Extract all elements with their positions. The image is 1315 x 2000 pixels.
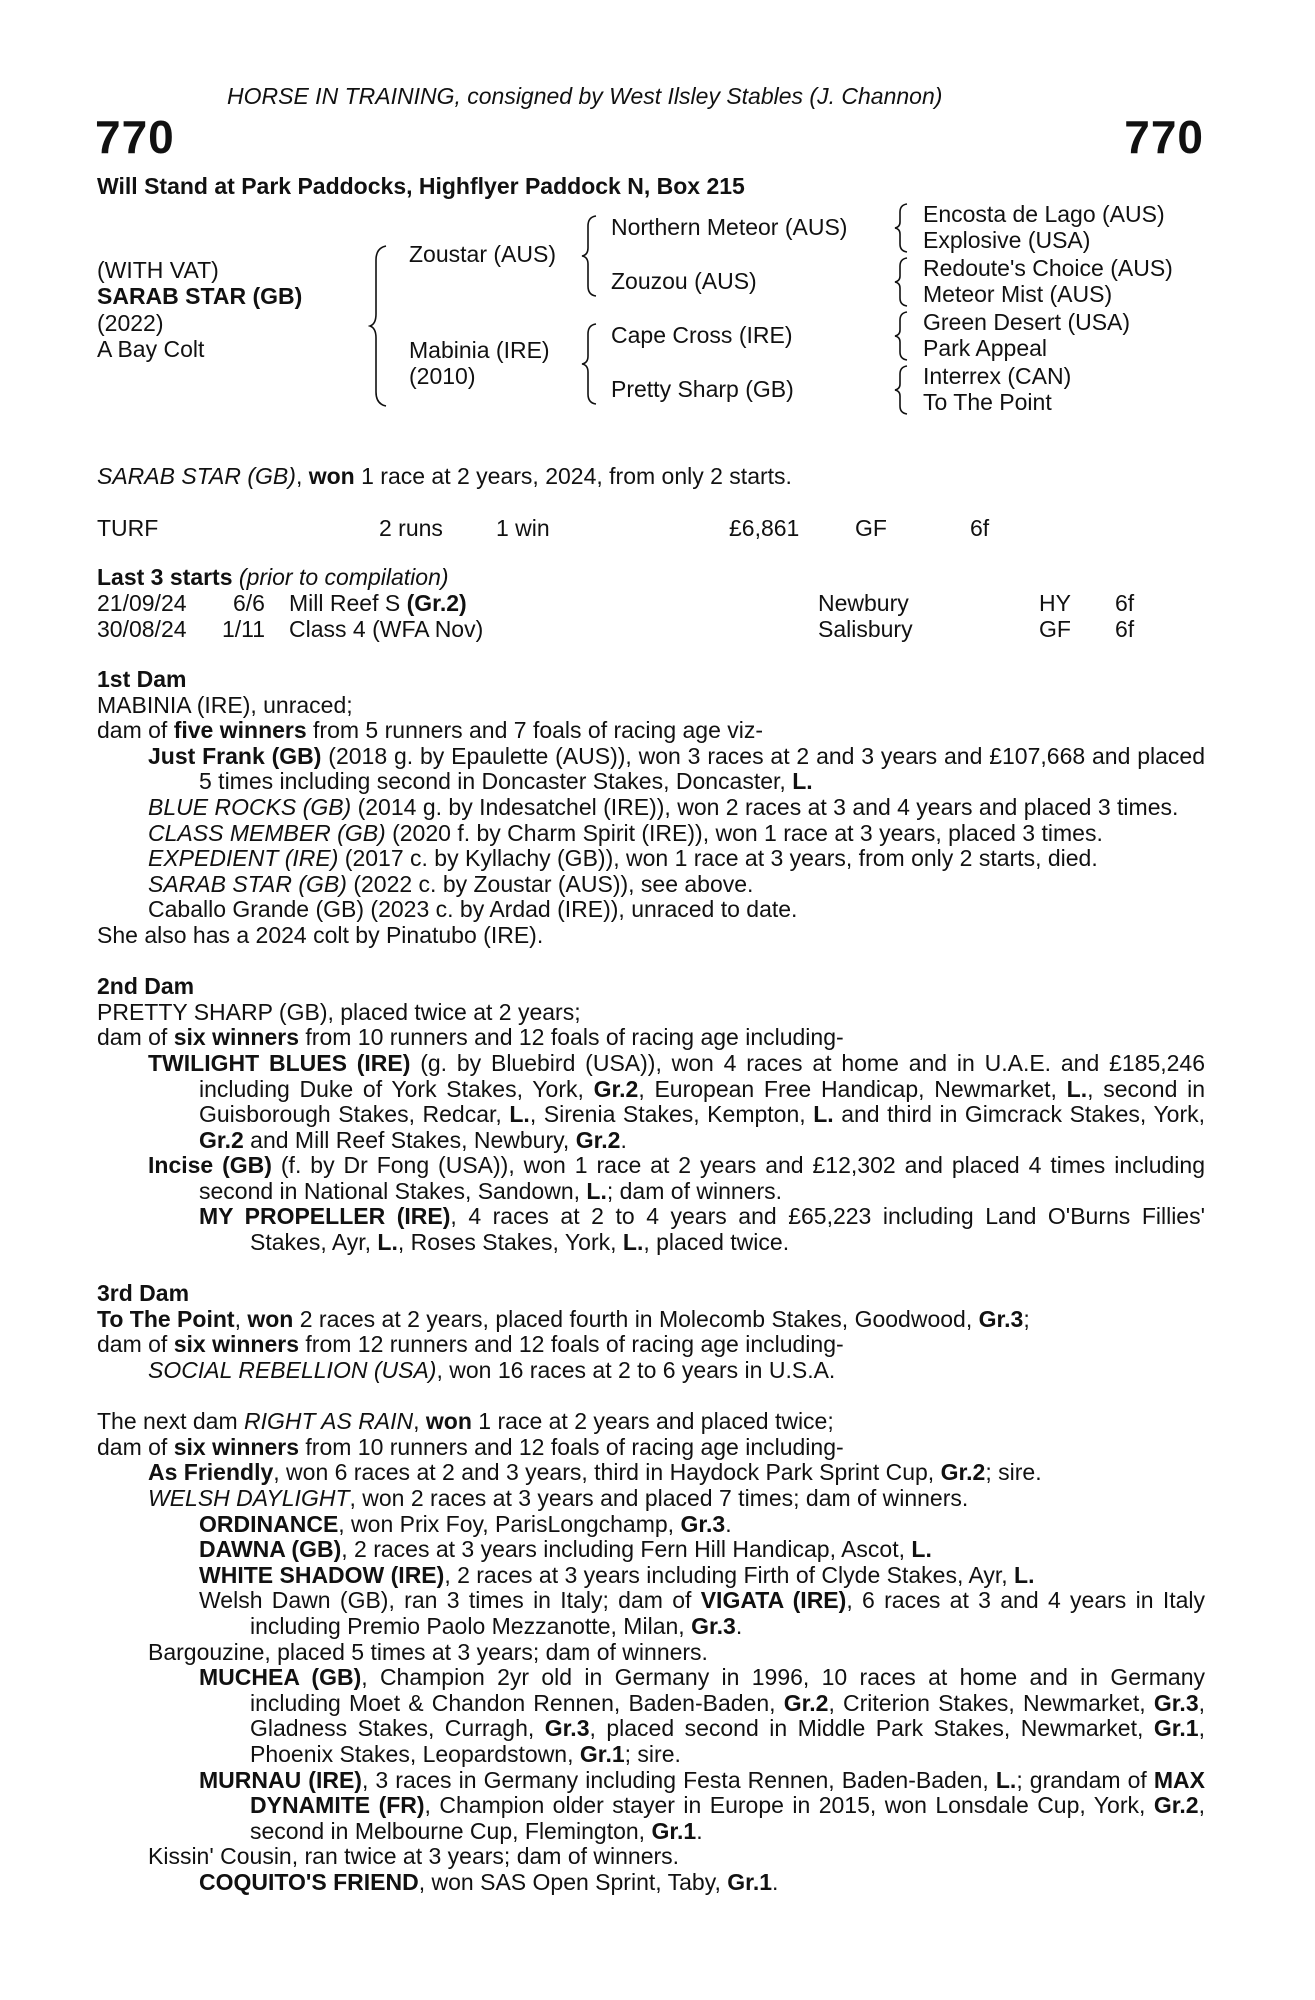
dam-year: (2010) <box>409 363 476 389</box>
progeny-entry <box>97 1768 1205 1845</box>
dam3-produce-line <box>97 1332 1205 1358</box>
text: (g. by Bluebird (USA)), won 4 races at home and in U.A.E. and £185,246 including Duke of York Stakes, York, <box>199 1049 1206 1102</box>
sire-dam-name: Zouzou (AUS) <box>611 268 757 294</box>
granddam-line-4: Meteor Mist (AUS) <box>923 281 1113 307</box>
progeny-name: EXPEDIENT (IRE) <box>148 845 339 872</box>
text: 2 races at 2 years, placed fourth in Molecomb Stakes, Goodwood, <box>293 1305 979 1332</box>
progeny-name: SOCIAL REBELLION (USA) <box>148 1357 437 1384</box>
listed-marker: L. <box>911 1536 932 1563</box>
text: , 4 races at 2 to 4 years and £65,223 including Land O'Burns Fillies' Stakes, Ayr, <box>250 1203 1205 1256</box>
winners-count: five winners <box>173 717 307 744</box>
text: , Sirenia Stakes, Kempton, <box>529 1101 814 1128</box>
listed-marker: L. <box>792 768 813 795</box>
progeny-name: SARAB STAR (GB) <box>148 870 347 897</box>
text: dam of <box>97 1433 174 1460</box>
vat-note: (WITH VAT) <box>97 257 219 283</box>
progeny-name: MUCHEA (GB) <box>199 1664 362 1691</box>
text: ; <box>1023 1305 1030 1332</box>
progeny-name: As Friendly <box>148 1459 274 1486</box>
progeny-record: , won 2 races at 3 years and placed 7 times; dam of winners. <box>349 1485 969 1511</box>
progeny-record: (2017 c. by Kyllachy (GB)), won 1 race at 3 years, from only 2 starts, died. <box>338 845 1098 872</box>
text: , European Free Handicap, Newmarket, <box>638 1075 1067 1102</box>
listed-marker: L. <box>1066 1075 1088 1102</box>
listed-marker: L. <box>995 1766 1017 1793</box>
start-race: Class 4 (WFA Nov) <box>289 616 484 642</box>
last-starts-title: Last 3 starts <box>97 564 233 590</box>
dam2-line: PRETTY SHARP (GB), placed twice at 2 years; <box>97 998 581 1025</box>
progeny-entry <box>97 1051 1205 1153</box>
start-race-grade: (Gr.2) <box>406 590 467 616</box>
start-course: Newbury <box>818 590 909 616</box>
text: The next dam <box>97 1408 245 1435</box>
text: dam of <box>97 1331 174 1358</box>
text: 1 race at 2 years and placed twice; <box>471 1408 834 1435</box>
dam-name: Mabinia (IRE) <box>409 337 550 363</box>
granddam-line-6: Park Appeal <box>923 335 1048 361</box>
lot-number-right: 770 <box>1124 111 1204 163</box>
grade-marker: Gr.1 <box>727 1868 773 1895</box>
progeny-record: (2018 g. by Epaulette (AUS)), won 3 races at 2 and 3 years and £107,668 and placed 5 times including second in Doncaster Stakes, Doncaster, <box>199 742 1205 795</box>
progeny-entry <box>97 821 1205 847</box>
start-race-name: Mill Reef S <box>289 590 407 616</box>
text: from 5 runners and 7 foals of racing age viz- <box>306 717 764 744</box>
turf-distance: 6f <box>970 515 990 541</box>
progeny-name: CLASS MEMBER (GB) <box>148 819 386 846</box>
turf-going: GF <box>855 515 887 541</box>
progeny-entry <box>97 872 1205 898</box>
progeny-name: WELSH DAYLIGHT <box>148 1485 350 1511</box>
pedigree-brace-dam <box>580 322 602 406</box>
last-starts-note: (prior to compilation) <box>238 564 449 590</box>
dam1-line: MABINIA (IRE), unraced; <box>97 691 353 718</box>
text: ; sire. <box>985 1459 1042 1486</box>
listed-marker: L. <box>509 1101 530 1128</box>
start-distance: 6f <box>1115 616 1135 642</box>
grade-marker: Gr.2 <box>940 1459 986 1486</box>
progeny-record: (2022 c. by Zoustar (AUS)), see above. <box>346 870 754 897</box>
dam3-line: To The Point, won 2 races at 2 years, placed fourth in Molecomb Stakes, Goodwood, Gr.3; <box>97 1305 1030 1332</box>
listed-marker: L. <box>377 1229 398 1256</box>
pedigree-brace-g78 <box>893 364 913 416</box>
start-distance: 6f <box>1115 590 1135 616</box>
dam1-heading: 1st Dam <box>97 666 187 692</box>
text: , Champion 2yr old in Germany in 1996, 10 races at home and in Germany including Moet & Chandon Rennen, Baden-Baden, <box>250 1664 1205 1716</box>
grade-marker: Gr.2 <box>593 1075 639 1102</box>
start-going: HY <box>1039 590 1071 616</box>
text: from 10 runners and 12 foals of racing age including- <box>299 1024 844 1051</box>
winners-count: six winners <box>173 1331 299 1358</box>
progeny-entry: Bargouzine, placed 5 times at 3 years; dam of winners. <box>148 1638 708 1665</box>
grade-marker: Gr.2 <box>783 1689 829 1716</box>
dam-name: RIGHT AS RAIN <box>244 1408 414 1435</box>
next-dam-line <box>97 1409 1205 1435</box>
progeny-name: ORDINANCE <box>199 1510 339 1537</box>
text: , placed second in Middle Park Stakes, Newmarket, <box>589 1715 1154 1742</box>
progeny-entry <box>97 1588 1205 1639</box>
progeny-entry <box>97 795 1205 821</box>
pedigree-brace-g34 <box>893 256 913 308</box>
granddam-line-1: Encosta de Lago (AUS) <box>923 201 1165 227</box>
progeny-name: BLUE ROCKS (GB) <box>148 793 352 820</box>
pedigree-brace-sire <box>580 214 602 298</box>
dam1-produce-line <box>97 718 1205 744</box>
granddam-line-3: Redoute's Choice (AUS) <box>923 255 1173 281</box>
progeny-entry <box>97 1512 1205 1538</box>
progeny-entry <box>97 1563 1205 1589</box>
horse-year: (2022) <box>97 310 164 336</box>
dam3-heading: 3rd Dam <box>97 1280 190 1307</box>
summary-rest: 1 race at 2 years, 2024, from only 2 starts. <box>354 463 792 489</box>
text: , Criterion Stakes, Newmarket, <box>828 1689 1154 1716</box>
progeny-name: COQUITO'S FRIEND <box>199 1868 419 1895</box>
start-course: Salisbury <box>818 616 913 642</box>
progeny-entry <box>97 1537 1205 1563</box>
turf-surface: TURF <box>97 515 159 541</box>
dam-sire-name: Cape Cross (IRE) <box>611 322 793 348</box>
progeny-entry: Kissin' Cousin, ran twice at 3 years; dam of winners. <box>148 1843 680 1870</box>
text: , <box>413 1408 426 1435</box>
text: , Roses Stakes, York, <box>397 1229 623 1256</box>
progeny-record: (2014 g. by Indesatchel (IRE)), won 2 races at 3 and 4 years and placed 3 times. <box>351 793 1179 820</box>
grade-marker: Gr.1 <box>579 1740 625 1767</box>
won-marker: won <box>247 1305 294 1332</box>
race-summary: SARAB STAR (GB), won 1 race at 2 years, 2024, from only 2 starts. <box>97 463 792 489</box>
pedigree-brace-g56 <box>893 310 913 362</box>
progeny-entry <box>97 846 1205 872</box>
text: , Gladness Stakes, Curragh, <box>250 1689 1206 1742</box>
text: , 6 races at 3 and 4 years in Italy including Premio Paolo Mezzanotte, Milan, <box>250 1587 1205 1639</box>
text: . <box>735 1612 743 1639</box>
progeny-entry <box>97 1486 1205 1512</box>
next-dam-produce-line <box>97 1435 1205 1461</box>
text: , 3 races in Germany including Festa Rennen, Baden-Baden, <box>361 1766 996 1793</box>
grade-marker: Gr.3 <box>978 1305 1024 1332</box>
start-race <box>289 591 467 617</box>
turf-earnings: £6,861 <box>729 515 800 541</box>
start-going: GF <box>1039 616 1071 642</box>
text: , won 6 races at 2 and 3 years, third in Haydock Park Sprint Cup, <box>273 1459 941 1486</box>
progeny-name: MURNAU (IRE) <box>199 1766 362 1793</box>
progeny-name: TWILIGHT BLUES (IRE) <box>148 1049 411 1076</box>
dam1-also-line: She also has a 2024 colt by Pinatubo (IRE). <box>97 921 544 948</box>
dam2-produce-line <box>97 1025 1205 1051</box>
text: Welsh Dawn (GB), ran 3 times in Italy; dam of <box>199 1587 701 1614</box>
progeny-entry: Caballo Grande (GB) (2023 c. by Ardad (IRE)), unraced to date. <box>148 896 798 923</box>
summary-horse-name: SARAB STAR (GB) <box>97 463 296 489</box>
text: dam of <box>97 1024 174 1051</box>
text: and Mill Reef Stakes, Newbury, <box>243 1126 576 1153</box>
turf-wins: 1 win <box>496 515 550 541</box>
progeny-entry <box>97 1153 1205 1204</box>
progeny-entry <box>97 1358 1205 1384</box>
grade-marker: Gr.1 <box>651 1817 697 1844</box>
text: , Champion older stayer in Europe in 2015, won Lonsdale Cup, York, <box>424 1792 1154 1819</box>
grade-marker: Gr.2 <box>1153 1792 1199 1819</box>
dam2-heading: 2nd Dam <box>97 973 195 1000</box>
start-position: 6/6 <box>233 590 265 616</box>
text: . <box>620 1126 627 1153</box>
horse-name: SARAB STAR (GB) <box>97 283 303 309</box>
sire-name: Zoustar (AUS) <box>409 241 556 267</box>
grade-marker: Gr.3 <box>544 1715 590 1742</box>
text: ; sire. <box>624 1740 681 1767</box>
progeny-record: , won 16 races at 2 to 6 years in U.S.A. <box>436 1357 836 1384</box>
last-starts-heading <box>97 565 449 591</box>
grade-marker: Gr.3 <box>680 1510 726 1537</box>
listed-marker: L. <box>1014 1561 1035 1588</box>
start-date: 21/09/24 <box>97 590 187 616</box>
text: from 10 runners and 12 foals of racing age including- <box>299 1433 844 1460</box>
progeny-entry <box>97 744 1205 795</box>
text: , second in Guisborough Stakes, Redcar, <box>199 1075 1205 1128</box>
text: . <box>725 1510 732 1537</box>
progeny-entry <box>97 1665 1205 1767</box>
horse-description: A Bay Colt <box>97 336 205 362</box>
text: , won Prix Foy, ParisLongchamp, <box>338 1510 681 1537</box>
grade-marker: Gr.3 <box>1153 1689 1199 1716</box>
progeny-record: (2020 f. by Charm Spirit (IRE)), won 1 race at 3 years, placed 3 times. <box>385 819 1103 846</box>
winners-count: six winners <box>173 1024 299 1051</box>
text: , second in Melbourne Cup, Flemington, <box>250 1792 1205 1844</box>
text: dam of <box>97 717 174 744</box>
progeny-entry <box>97 1870 1205 1896</box>
lot-number-left: 770 <box>95 111 175 163</box>
granddam-line-2: Explosive (USA) <box>923 227 1091 253</box>
progeny-name: Just Frank (GB) <box>148 742 322 769</box>
progeny-name: Incise (GB) <box>148 1152 272 1179</box>
grade-marker: Gr.2 <box>199 1126 244 1153</box>
text: (f. by Dr Fong (USA)), won 1 race at 2 years and £12,302 and placed 4 times including second in National Stakes, Sandown, <box>199 1152 1205 1204</box>
granddam-line-5: Green Desert (USA) <box>923 309 1131 335</box>
listed-marker: L. <box>813 1101 834 1128</box>
sire-sire-name: Northern Meteor (AUS) <box>611 214 848 240</box>
progeny-name: VIGATA (IRE) <box>700 1587 847 1614</box>
text: ; grandam of <box>1016 1766 1154 1793</box>
progeny-name: MY PROPELLER (IRE) <box>199 1203 451 1230</box>
winners-count: six winners <box>173 1433 299 1460</box>
progeny-entry <box>97 1204 1205 1255</box>
text: , Phoenix Stakes, Leopardstown, <box>250 1715 1205 1767</box>
pedigree-brace-main <box>368 244 392 408</box>
text: , 2 races at 3 years including Firth of Clyde Stakes, Ayr, <box>444 1561 1015 1588</box>
pedigree-brace-g12 <box>893 202 913 254</box>
start-date: 30/08/24 <box>97 616 187 642</box>
dam-dam-name: Pretty Sharp (GB) <box>611 376 794 402</box>
text: , won SAS Open Sprint, Taby, <box>418 1868 728 1895</box>
progeny-name: DAWNA (GB) <box>199 1536 342 1563</box>
granddam-line-7: Interrex (CAN) <box>923 363 1072 389</box>
progeny-name: MAX DYNAMITE (FR) <box>250 1766 1206 1819</box>
grade-marker: Gr.2 <box>575 1126 621 1153</box>
won-marker: won <box>425 1408 472 1435</box>
grade-marker: Gr.1 <box>1153 1715 1199 1742</box>
text: . <box>772 1868 779 1895</box>
text: from 12 runners and 12 foals of racing age including- <box>299 1331 844 1358</box>
listed-marker: L. <box>622 1229 644 1256</box>
progeny-entry <box>97 1460 1205 1486</box>
summary-won: won <box>308 463 355 489</box>
start-position: 1/11 <box>222 616 266 642</box>
text: , 2 races at 3 years including Fern Hill Handicap, Ascot, <box>341 1536 912 1563</box>
listed-marker: L. <box>586 1177 607 1204</box>
text: , placed twice. <box>643 1229 790 1256</box>
dam-name: To The Point <box>97 1305 235 1332</box>
text: and third in Gimcrack Stakes, York, <box>833 1101 1206 1128</box>
progeny-name: WHITE SHADOW (IRE) <box>199 1561 445 1588</box>
granddam-line-8: To The Point <box>923 389 1052 415</box>
consignment-line: HORSE IN TRAINING, consigned by West Ilsley Stables (J. Channon) <box>227 83 943 109</box>
text: ; dam of winners. <box>606 1177 782 1204</box>
family-section <box>97 667 1205 1896</box>
grade-marker: Gr.3 <box>691 1612 736 1639</box>
location-line: Will Stand at Park Paddocks, Highflyer Paddock N, Box 215 <box>97 173 745 199</box>
turf-runs: 2 runs <box>379 515 443 541</box>
text: . <box>696 1817 703 1844</box>
